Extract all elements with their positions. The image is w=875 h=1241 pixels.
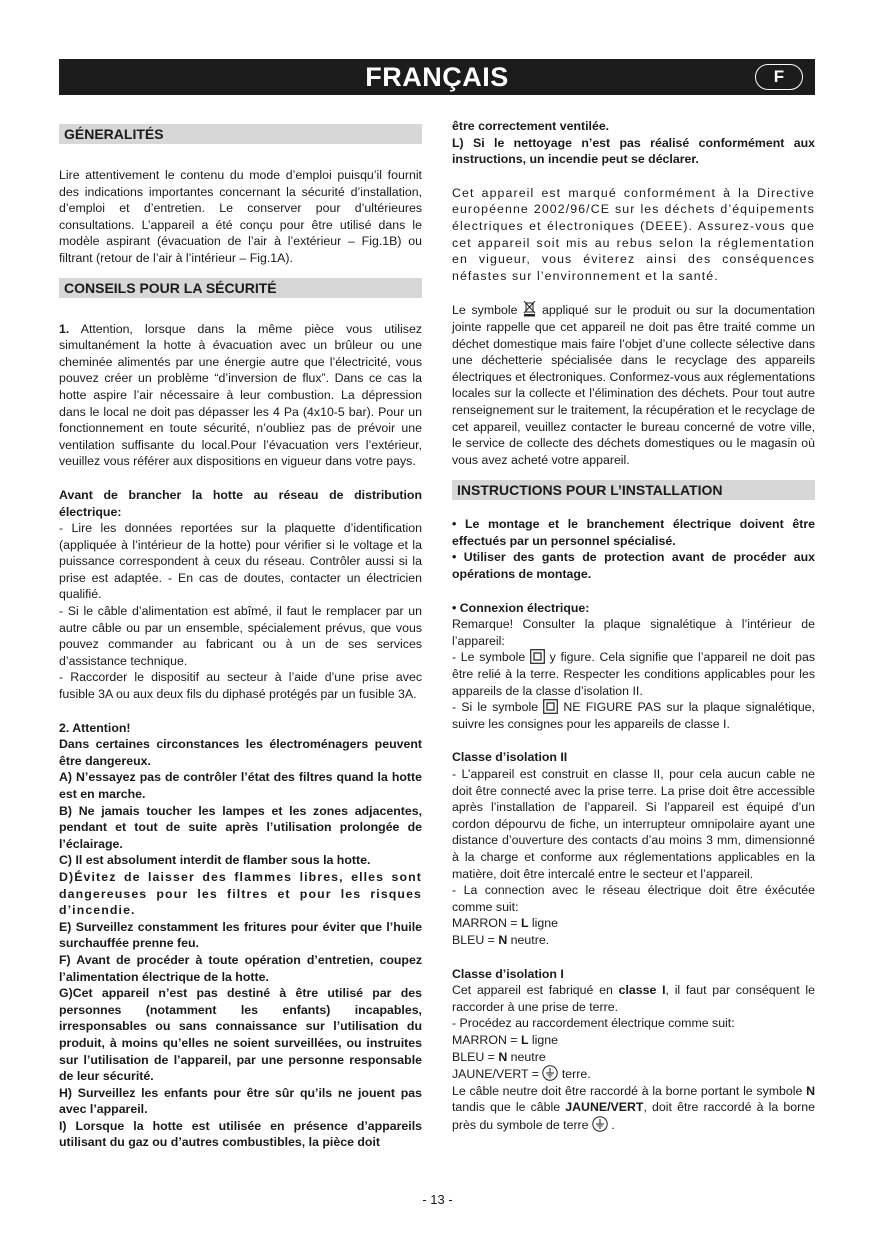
crossed-bin-icon <box>523 301 536 317</box>
right-column <box>452 118 815 1133</box>
class-2-text-2: - La connection avec le réseau électrique doit être éxécutée comme suit: <box>452 883 815 914</box>
double-square-icon <box>543 699 558 714</box>
general-paragraph: Lire attentivement le contenu du mode d’emploi puisqu’il fournit des indications importantes concernant la sécurité d’installation, d’emploi et d’entretien. Le conserver pour d’ultérieures consultations. L’appareil a été conçu pour être utilisé dans le modèle aspirant (évacuation de l’air à l’extérieur – Fig.1B) ou filtrant (retour de l’air à l’intérieur – Fig.1A). <box>59 168 422 265</box>
attention-2-item-f: F) Avant de procéder à toute opération d’entretien, coupez l’alimentation électrique de la hotte. <box>59 952 422 984</box>
class-1-symbol-note: - Si le symbole NE FIGURE PAS sur la plaque signalétique, suivre les consignes pour les appareils de classe I. <box>452 700 815 731</box>
earth-ground-icon <box>542 1065 558 1081</box>
connection-item-3: - Raccorder le dispositif au secteur à l’aide d’une prise avec fusible 3A ou aux deux fils du diphasé protégés par un fusible 3A. <box>59 670 422 702</box>
install-note-1: • Le montage et le branchement électrique doivent être effectués par un personnel spécialisé. <box>452 517 815 548</box>
class-2-brown-wire: MARRON = L ligne <box>452 916 558 931</box>
class-2-blue-wire: BLEU = N neutre. <box>452 932 550 947</box>
page-number: - 13 - <box>422 1192 453 1207</box>
connection-item-2: - Si le câble d’alimentation est abîmé, il faut le remplacer par un autre câble ou par un ensemble, spécialement prévus, que vous pouvez commander au fabricant ou à un de ses services d’assistance technique. <box>59 604 422 668</box>
section-heading-installation: INSTRUCTIONS POUR L’INSTALLATION <box>452 480 815 500</box>
attention-2-item-h: H) Surveillez les enfants pour être sûr qu’ils ne jouent pas avec l’appareil. <box>59 1085 422 1117</box>
class-1-brown-wire: MARRON = L ligne <box>452 1032 558 1047</box>
connection-heading: Avant de brancher la hotte au réseau de distribution électrique: <box>59 487 422 519</box>
connection-item-1: - Lire les données reportées sur la plaquette d’identification (appliquée à l’intérieur de la hotte) pour vérifier si le voltage et la puissance correspondent à ceux du réseau. Contrôler aussi si la prise est adaptée. - En cas de doutes, contacter un électricien qualifié. <box>59 521 422 602</box>
earth-ground-icon <box>592 1116 608 1132</box>
electrical-connection-heading: • Connexion électrique: <box>452 600 590 615</box>
weee-paragraph: Cet appareil est marqué conformément à la Directive européenne 2002/96/CE sur les déchets d’équipements électriques et électroniques (DEEE). Assurez-vous que cet appareil soit mis au rebus selon la réglementation en vigueur, vous éviterez ainsi des conséquences néfastes sur l’environnement et la santé. <box>452 185 815 283</box>
language-banner <box>59 59 815 95</box>
attention-2-item-i-continued: être correctement ventilée. <box>452 119 610 133</box>
weee-symbol-paragraph: Le symbole appliqué sur le produit ou sur la documentation jointe rappelle que cet appareil ne doit pas être traité comme un déchet domestique mais faire l’objet d’une collecte sélective dans une déchetterie spécialisée dans le recyclage des appareils électriques et électroniques. Conformez-vous aux réglementations locales sur la collecte et l’élimination des déchets. Pour tout autre renseignement sur le traitement, la récupération et le recyclage de cet appareil, veuillez contacter le bureau concerné de votre ville, le service de collecte des déchets domestiques ou le magasin où vous avez acheté votre appareil. <box>452 303 815 467</box>
install-note-2: • Utiliser des gants de protection avant de procéder aux opérations de montage. <box>452 550 815 582</box>
class-1-final-note: Le câble neutre doit être raccordé à la borne portant le symbole N tandis que le câble JAUNE/VERT, doit être raccordé à la borne près du symbole de terre . <box>452 1083 816 1132</box>
double-square-icon <box>530 649 545 664</box>
attention-2-item-b: B) Ne jamais toucher les lampes et les zones adjacentes, pendant et tout de suite après l’utilisation prolongée de l’éclairage. <box>59 803 422 851</box>
attention-2-item-e: E) Surveillez constamment les fritures pour éviter que l’huile surchauffée prenne feu. <box>59 919 422 951</box>
safety-point-1-text: Attention, lorsque dans la même pièce vous utilisez simultanément la hotte à évacuation avec un brûleur ou une cheminée alimentés par une énergie autre que l’électricité, vous pouvez créer un problème “d’inversion de flux”. Dans ce cas la hotte aspire l’air nécessaire à leur combustion. La dépression dans le local ne doit pas dépasser les 4 Pa (4x10-5 bar). Pour un fonctionnement en toute sécurité, n’oubliez pas de prévoir une ventilation suffisante du local.Pour l’évacuation vers l’extérieur, veuillez vous référer aux dispositions en vigueur dans votre pays. <box>59 321 422 469</box>
attention-2-item-a: A) N’essayez pas de contrôler l’état des filtres quand la hotte est en marche. <box>59 770 422 801</box>
section-heading-safety: CONSEILS POUR LA SÉCURITÉ <box>59 278 422 298</box>
attention-2-item-d: D)Évitez de laisser des flammes libres, elles sont dangereuses pour les filtres et pour les risques d’incendie. <box>59 869 422 918</box>
class-2-text-1: - L’appareil est construit en classe II, pour cela aucun cable ne doit être connecté avec la prise terre. La prise doit être accessible après l’installation de l’appareil. Si l’appareil est équipé d’un cordon dépourvu de fiche, un interrupteur omnipolaire ayant une distance d’ouverture des contacts d’au moins 3 mm, dimensionné à la charge et conforme aux réglementations applicables en la matière, doit être intercalé entre le secteur et l’appareil. <box>452 767 815 881</box>
language-badge: F <box>755 64 803 90</box>
left-column <box>59 118 422 1151</box>
class-1-heading: Classe d’isolation I <box>452 966 564 981</box>
electrical-connection-remark: Remarque! Consulter la plaque signalétique à l’intérieur de l’appareil: <box>452 617 815 648</box>
attention-2-item-l: L) Si le nettoyage n’est pas réalisé conformément aux instructions, un incendie peut se déclarer. <box>452 135 815 167</box>
banner-title: FRANÇAIS <box>365 62 509 92</box>
attention-2-intro: Dans certaines circonstances les électroménagers peuvent être dangereux. <box>59 737 422 768</box>
attention-2-item-i: I) Lorsque la hotte est utilisée en présence d’appareils utilisant du gaz ou d’autres combustibles, la pièce doit <box>59 1118 422 1150</box>
safety-point-1-number: 1. <box>59 321 70 336</box>
class-1-blue-wire: BLEU = N neutre <box>452 1049 546 1064</box>
class-1-text: Cet appareil est fabriqué en classe I, il faut par conséquent le raccorder à une prise de terre. <box>452 983 815 1014</box>
class-1-procedure: - Procédez au raccordement électrique comme suit: <box>452 1016 735 1031</box>
section-heading-general: GÉNERALITÉS <box>59 124 422 144</box>
attention-2-item-g: G)Cet appareil n’est pas destiné à être utilisé par des personnes (notamment les enfants) incapables, irresponsables ou sans connaissance sur l’utilisation du produit, à moins qu’elles ne soient surveillées, ou instruites sur l’utilisation de l’appareil, par une personne responsable de leur sécurité. <box>59 986 422 1084</box>
class-2-heading: Classe d’isolation II <box>452 750 568 765</box>
attention-2-item-c: C) Il est absolument interdit de flamber sous la hotte. <box>59 853 371 868</box>
class-1-earth-wire: JAUNE/VERT = terre. <box>452 1067 591 1082</box>
attention-2-title: 2. Attention! <box>59 720 131 735</box>
class-2-symbol-note: - Le symbole y figure. Cela signifie que l’appareil ne doit pas être relié à la terre. Respecter les conditions applicables pour les appareils de la classe d’isolation II. <box>452 650 815 698</box>
safety-point-1 <box>59 321 422 470</box>
